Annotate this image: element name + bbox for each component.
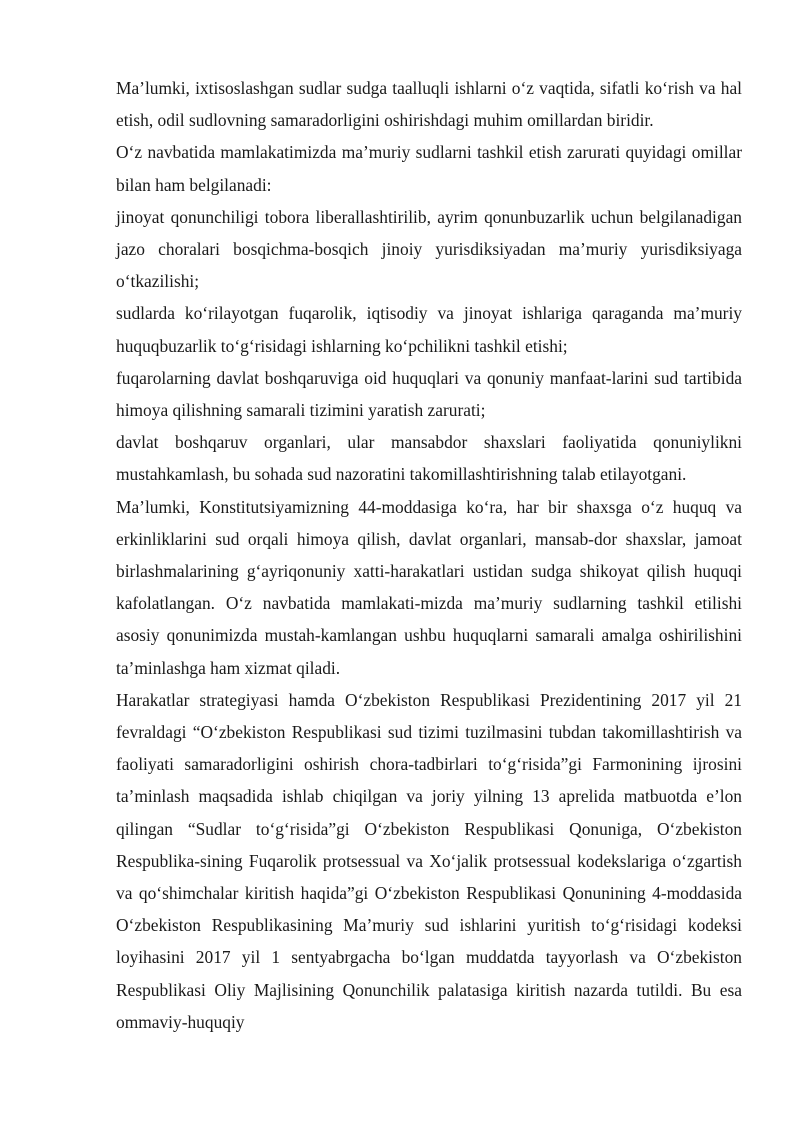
paragraph: Ma’lumki, ixtisoslashgan sudlar sudga taalluqli ishlarni o‘z vaqtida, sifatli ko‘rish va hal etish, odil sudlovning samaradorligini oshirishdagi muhim omillardan biridir. [116,78,742,131]
paragraph: Ma’lumki, Konstitutsiyamizning 44-moddasiga ko‘ra, har bir shaxsga o‘z huquq va erkinliklarini sud orqali himoya qilish, davlat organlari, mansab-dor shaxslar, jamoat birlashmalarining g‘ayriqonuniy xatti-harakatlari ustidan sudga shikoyat qilish huquqi kafolatlangan. O‘z navbatida mamlakati-mizda ma’muriy sudlarning tashkil etilishi asosiy qonunimizda mustah-kamlangan ushbu huquqlarni samarali amalga oshirilishini ta’minlashga ham xizmat qiladi. [116,496,742,678]
paragraph: Harakatlar strategiyasi hamda O‘zbekiston Respublikasi Prezidentining 2017 yil 21 fevraldagi “O‘zbekiston Respublikasi sud tizimi tuzilmasini tubdan takomillashtirish va faoliyati samaradorligini oshirish chora-tadbirlari to‘g‘risida”gi Farmonining ijrosini ta’minlash maqsadida ishlab chiqilgan va joriy yilning 13 aprelida matbuotda e’lon qilingan “Sudlar to‘g‘risida”gi O‘zbekiston Respublikasi Qonuniga, O‘zbekiston Respublika-sining Fuqarolik protsessual va Xo‘jalik protsessual kodekslariga o‘zgartish va qo‘shimchalar kiritish haqida”gi O‘zbekiston Respublikasi Qonunining 4-moddasida O‘zbekiston Respublikasining Ma’muriy sud ishlarini yuritish to‘g‘risidagi kodeksi loyihasini 2017 yil 1 sentyabrgacha bo‘lgan muddatda tayyorlash va O‘zbekiston Respublikasi Oliy Majlisining Qonunchilik palatasiga kiritish nazarda tutildi. Bu esa ommaviy-huquqiy [116,689,742,1032]
paragraph: O‘z navbatida mamlakatimizda ma’muriy sudlarni tashkil etish zarurati quyidagi omillar bilan ham belgilanadi: [116,142,742,195]
list-item: davlat boshqaruv organlari, ular mansabdor shaxslari faoliyatida qonuniylikni mustahkamlash, bu sohada sud nazoratini takomillashtirishning talab etilayotgani. [116,432,742,485]
list-item: sudlarda ko‘rilayotgan fuqarolik, iqtisodiy va jinoyat ishlariga qaraganda ma’muriy huquqbuzarlik to‘g‘risidagi ishlarning ko‘pchilikni tashkil etishi; [116,303,742,356]
list-item: fuqarolarning davlat boshqaruviga oid huquqlari va qonuniy manfaat-larini sud tartibida himoya qilishning samarali tizimini yaratish zarurati; [116,367,742,421]
body-text [116,72,742,1038]
list-item: jinoyat qonunchiligi tobora liberallashtirilib, ayrim qonunbuzarlik uchun belgilanadigan jazo choralari bosqichma-bosqich jinoiy yurisdiksiyadan ma’muriy yurisdiksiyaga o‘tkazilishi; [116,206,742,292]
